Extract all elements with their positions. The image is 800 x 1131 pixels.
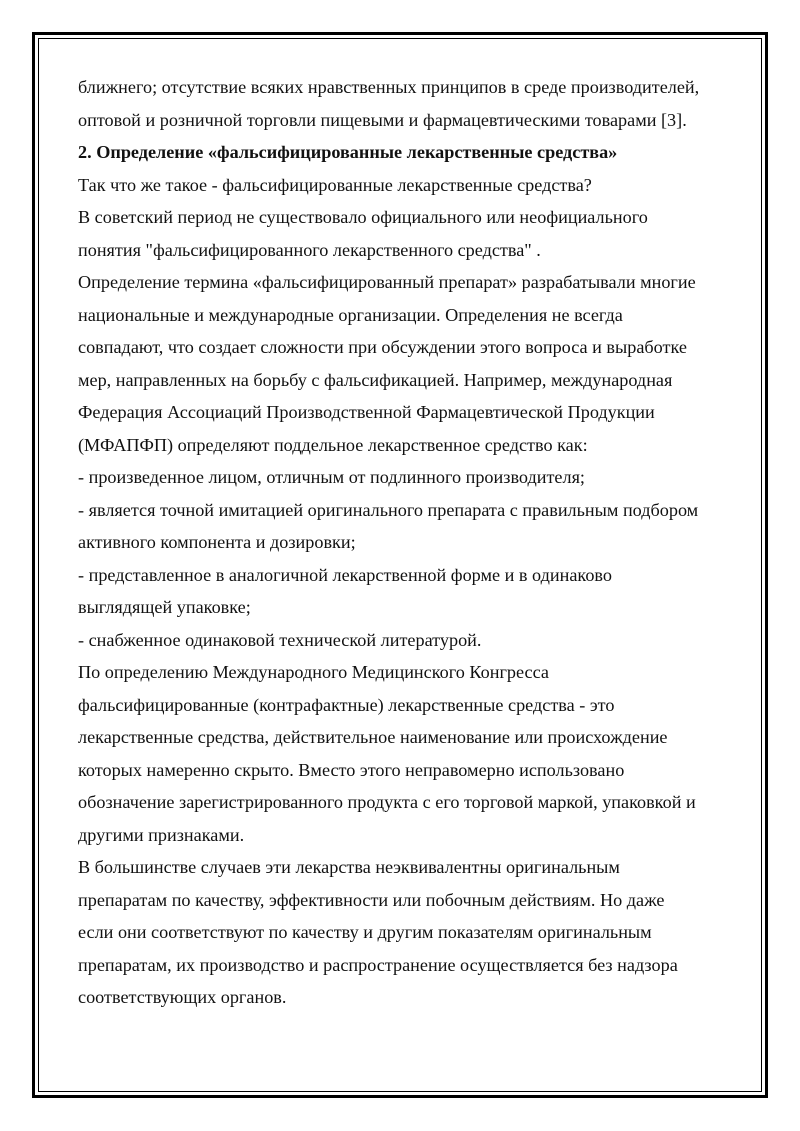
text-line: По определению Международного Медицинского Конгресса: [78, 662, 549, 682]
text-line: обозначение зарегистрированного продукта с его торговой маркой, упаковкой и: [78, 792, 696, 812]
list-item: - является точной имитацией оригинального препарата с правильным подбором: [78, 499, 699, 520]
text-line: препаратам, их производство и распространение осуществляется без надзора: [78, 954, 678, 975]
section-heading: 2. Определение «фальсифицированные лекарственные средства»: [78, 142, 618, 162]
text-line: другими признаками.: [78, 824, 245, 845]
list-item: - произведенное лицом, отличным от подлинного производителя;: [78, 467, 585, 487]
text-line: мер, направленных на борьбу с фальсификацией. Например, международная: [78, 369, 673, 390]
text-line: Так что же такое - фальсифицированные лекарственные средства?: [78, 174, 592, 195]
list-item: - представленное в аналогичной лекарственной форме и в одинаково: [78, 564, 612, 585]
text-line: ближнего; отсутствие всяких нравственных принципов в среде производителей,: [78, 77, 700, 97]
text-line: совпадают, что создает сложности при обсуждении этого вопроса и выработке: [78, 337, 687, 357]
text-line: которых намеренно скрыто. Вместо этого неправомерно использовано: [78, 759, 625, 780]
document-body: [78, 71, 738, 1014]
list-item: - снабженное одинаковой технической литературой.: [78, 629, 482, 650]
text-line: выглядящей упаковке;: [78, 597, 251, 617]
text-line: соответствующих органов.: [78, 987, 287, 1007]
text-line: препаратам по качеству, эффективности или побочным действиям. Но даже: [78, 889, 665, 910]
page-border: [32, 32, 768, 1098]
text-line: В большинстве случаев эти лекарства неэквивалентны оригинальным: [78, 857, 620, 877]
text-line: Определение термина «фальсифицированный препарат» разрабатывали многие: [78, 272, 696, 292]
text-line: активного компонента и дозировки;: [78, 532, 356, 552]
text-line: национальные и международные организации. Определения не всегда: [78, 304, 623, 325]
text-line: В советский период не существовало официального или неофициального: [78, 207, 648, 227]
text-line: лекарственные средства, действительное наименование или происхождение: [78, 727, 668, 747]
text-line: оптовой и розничной торговли пищевыми и фармацевтическими товарами [3].: [78, 109, 687, 130]
text-line: понятия "фальсифицированного лекарственного средства" .: [78, 239, 541, 260]
page-border-inner: [38, 38, 762, 1092]
text-line: если они соответствуют по качеству и другим показателям оригинальным: [78, 922, 652, 942]
text-line: (МФАПФП) определяют поддельное лекарственное средство как:: [78, 434, 588, 455]
text-line: фальсифицированные (контрафактные) лекарственные средства - это: [78, 694, 615, 715]
text-line: Федерация Ассоциаций Производственной Фармацевтической Продукции: [78, 402, 655, 422]
